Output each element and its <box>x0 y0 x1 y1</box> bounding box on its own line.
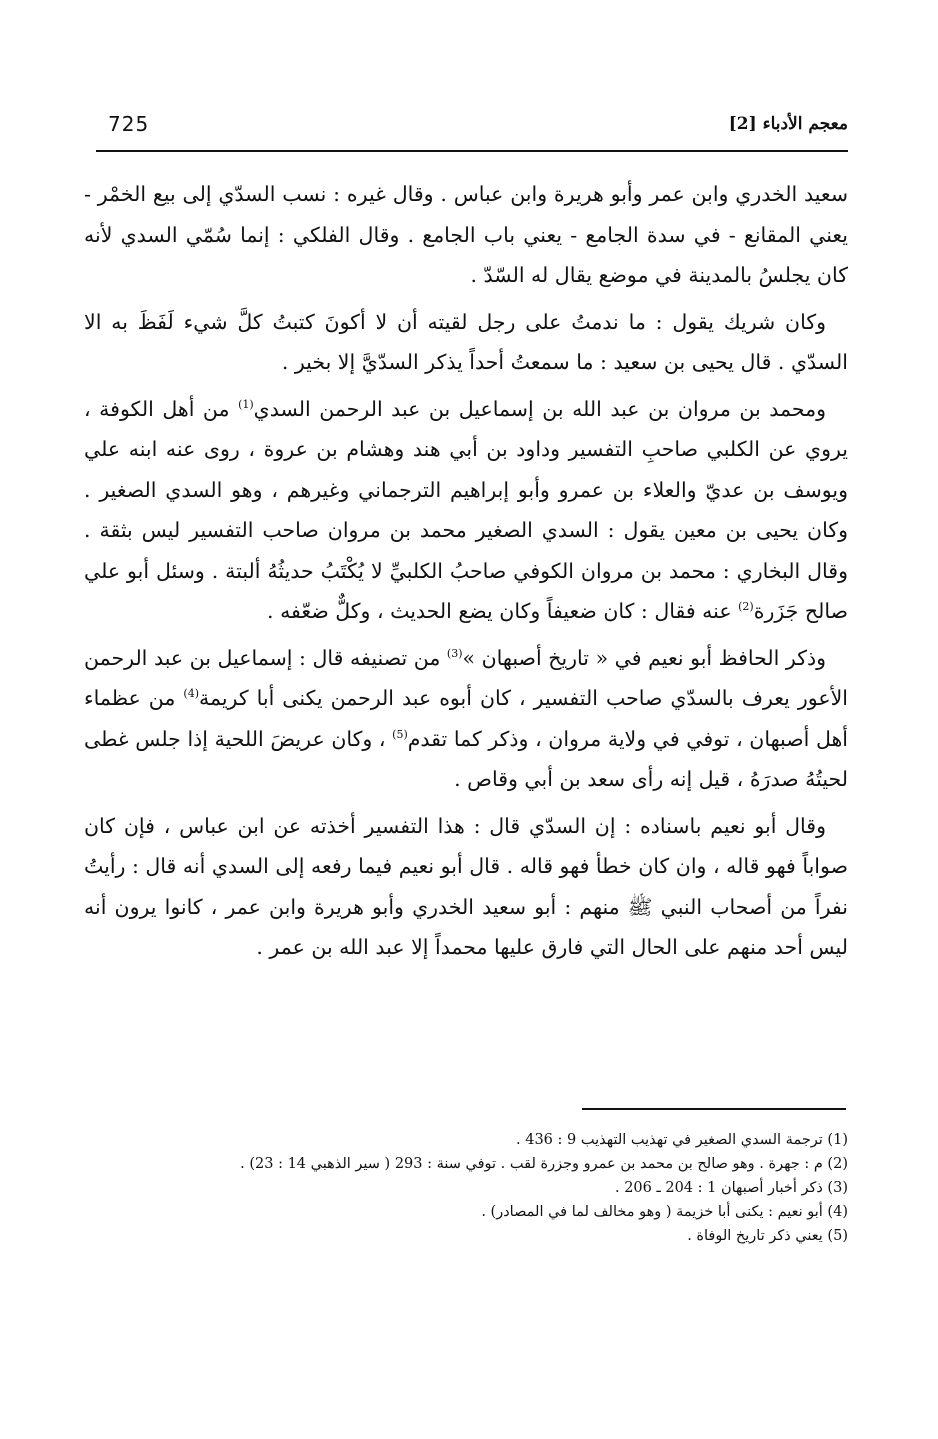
paragraph: وقال أبو نعيم باسناده : إن السدّي قال : هذا التفسير أخذته عن ابن عباس ، فإن كان صواباً فهو قاله ، وان كان خطأ فهو قاله . قال أبو نعيم فيما رفعه إلى السدي أنه قال : رأيتُ نفراً من أصحاب النبي ﷺ منهم : أبو سعيد الخدري وأبو هريرة وابن عمر ، كانوا يرون أنه ليس أحد منهم على الحال التي فارق عليها محمداً إلا عبد الله بن عمر . <box>84 813 848 959</box>
footnote: (2) م : جهرة . وهو صالح بن محمد بن عمرو وجزرة لقب . توفي سنة : 293 ( سير الذهبي 14 : 23) . <box>240 1156 848 1172</box>
text-segment: وذكر الحافظ أبو نعيم في « تاريخ أصبهان » <box>462 645 826 670</box>
paragraph <box>84 389 848 632</box>
footnote: (1) ترجمة السدي الصغير في تهذيب التهذيب 9 : 436 . <box>516 1132 848 1148</box>
footnote-ref: (2) <box>738 600 754 614</box>
text-segment: ، وكان عريضَ اللحية إذا جلس غطى لحيتُهُ صدرَهُ ، قيل إنه رأى سعد بن أبي وقاص . <box>84 726 848 791</box>
paragraph: وكان شريك يقول : ما ندمتُ على رجل لقيته أن لا أكونَ كتبتُ كلَّ شيء لَفَظَ به الا السدّي . قال يحيى بن سعيد : ما سمعتُ أحداً يذكر السدّيَّ إلا بخير . <box>84 309 848 374</box>
page-header <box>96 112 848 152</box>
footnote-ref: (4) <box>183 687 199 701</box>
footnote: (3) ذكر أخبار أصبهان 1 : 204 ـ 206 . <box>614 1180 848 1196</box>
text-segment: من عظماء أهل أصبهان ، توفي في ولاية مروان ، وذكر كما تقدم <box>84 686 848 751</box>
page-number: 725 <box>108 112 150 136</box>
footnotes <box>96 1128 848 1248</box>
text-segment: ومحمد بن مروان بن عبد الله بن إسماعيل بن عبد الرحمن السدي <box>253 396 827 421</box>
footnote: (5) يعني ذكر تاريخ الوفاة . <box>687 1228 848 1244</box>
header-rule <box>96 150 848 152</box>
text-segment: عنه فقال : كان ضعيفاً وكان يضع الحديث ، وكلٌّ ضعّفه . <box>267 599 739 623</box>
footnote-ref: (3) <box>446 646 463 660</box>
footnote: (4) أبو نعيم : يكنى أبا خزيمة ( وهو مخالف لما في المصادر) . <box>481 1204 848 1220</box>
main-text <box>84 174 848 974</box>
paragraph <box>84 638 848 800</box>
paragraph: سعيد الخدري وابن عمر وأبو هريرة وابن عباس . وقال غيره : نسب السدّي إلى بيع الخمْر - يعني المقانع - في سدة الجامع - يعني باب الجامع . وقال الفلكي : إنما سُمّي السدي لأنه كان يجلسُ بالمدينة في موضع يقال له السّدّ . <box>84 182 848 287</box>
footnote-ref: (5) <box>392 727 408 741</box>
text-segment: من أهل الكوفة ، يروي عن الكلبي صاحبِ التفسير وداود بن أبي هند وهشام بن عروة ، روى عنه ابنه علي ويوسف بن عديّ والعلاء بن عمرو وأبو إبراهيم الترجماني وغيرهم ، وهو السدي الصغير . وكان يحيى بن معين يقول : السدي الصغير محمد بن مروان صاحب التفسير ليس بثقة . وقال البخاري : محمد بن مروان الكوفي صاحبُ الكلبيِّ لا يُكْتَبُ حديثُهُ ألبتة . وسئل أبو علي صالح جَزَرة <box>84 396 848 623</box>
text-segment: من تصنيفه قال : إسماعيل بن عبد الرحمن الأعور يعرف بالسدّي صاحب التفسير ، كان أبوه عبد الرحمن يكنى أبا كريمة <box>84 645 848 710</box>
footnote-rule <box>582 1108 846 1110</box>
running-title: معجم الأدباء [2] <box>728 114 848 134</box>
footnote-ref: (1) <box>238 397 254 411</box>
